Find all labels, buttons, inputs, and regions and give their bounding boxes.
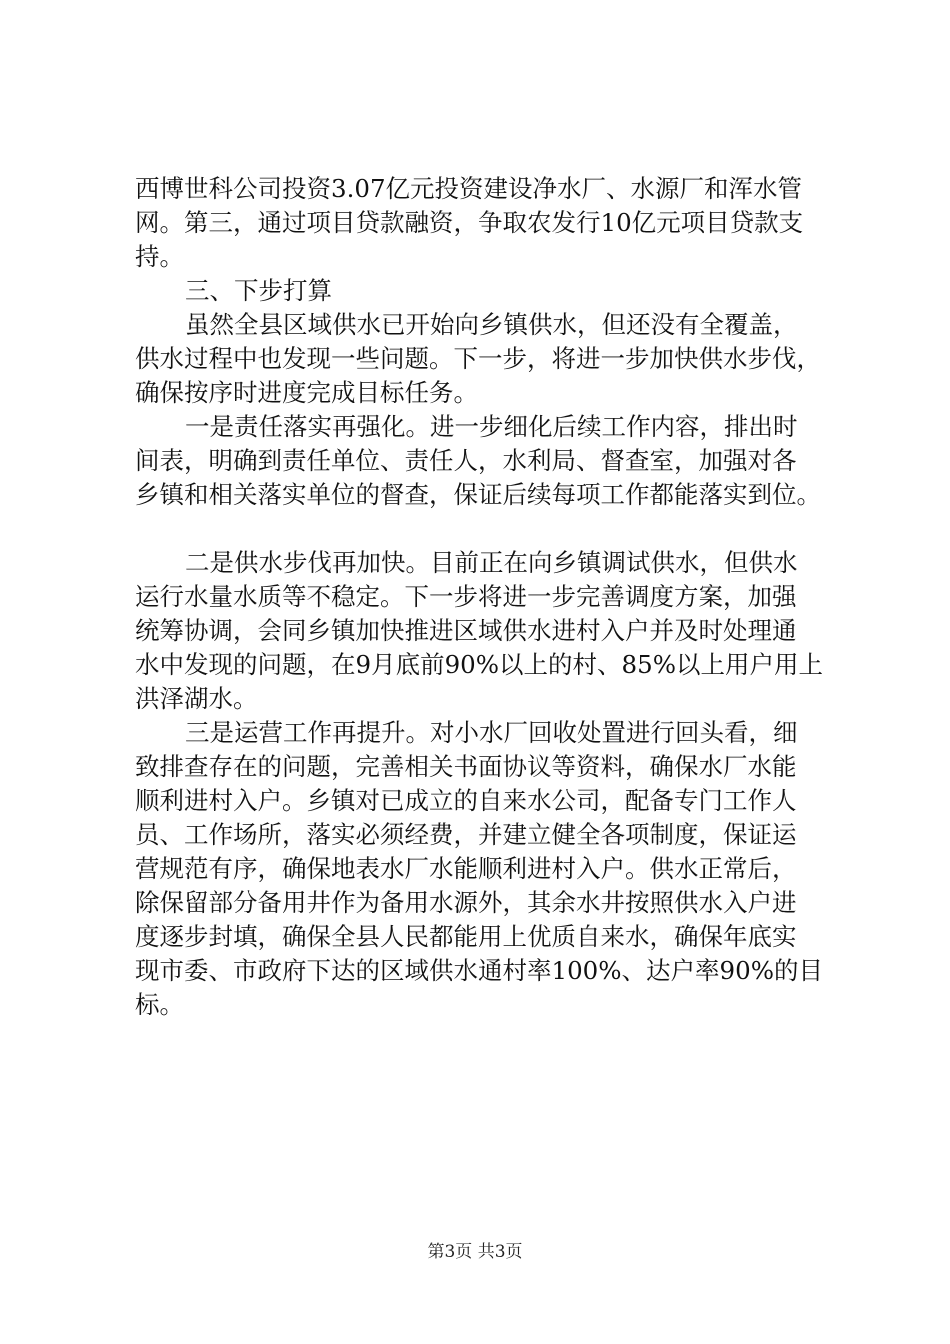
text-line: 运行水量水质等不稳定。下一步将进一步完善调度方案，加强 xyxy=(135,582,797,611)
text-line: 营规范有序，确保地表水厂水能顺利进村入户。供水正常后， xyxy=(135,854,797,883)
text-line: 二是供水步伐再加快。目前正在向乡镇调试供水，但供水 xyxy=(185,548,798,577)
text-line: 三是运营工作再提升。对小水厂回收处置进行回头看，细 xyxy=(185,718,798,747)
text-line: 除保留部分备用井作为备用水源外，其余水井按照供水入户进 xyxy=(135,888,797,917)
text-line: 乡镇和相关落实单位的督查，保证后续每项工作都能落实到位。 xyxy=(135,480,821,509)
text-line: 统筹协调，会同乡镇加快推进区域供水进村入户并及时处理通 xyxy=(135,616,797,645)
paragraph-gap xyxy=(135,512,835,546)
text-line: 西博世科公司投资3.07亿元投资建设净水厂、水源厂和浑水管 xyxy=(135,174,803,203)
section-heading: 三、下步打算 xyxy=(185,276,332,305)
document-body xyxy=(135,172,835,1022)
text-line: 一是责任落实再强化。进一步细化后续工作内容，排出时 xyxy=(185,412,798,441)
page-number-footer: 第3页 共3页 xyxy=(427,1242,523,1262)
text-line: 度逐步封填，确保全县人民都能用上优质自来水，确保年底实 xyxy=(135,922,797,951)
text-line: 顺利进村入户。乡镇对已成立的自来水公司，配备专门工作人 xyxy=(135,786,797,815)
text-line: 网。第三，通过项目贷款融资，争取农发行10亿元项目贷款支 xyxy=(135,208,804,237)
text-line: 现市委、市政府下达的区域供水通村率100%、达户率90%的目 xyxy=(135,956,823,985)
text-line: 间表，明确到责任单位、责任人，水利局、督查室，加强对各 xyxy=(135,446,797,475)
text-line: 确保按序时进度完成目标任务。 xyxy=(135,378,478,407)
text-line: 标。 xyxy=(135,990,184,1019)
text-line: 员、工作场所，落实必须经费，并建立健全各项制度，保证运 xyxy=(135,820,797,849)
text-line: 水中发现的问题，在9月底前90%以上的村、85%以上用户用上 xyxy=(135,650,823,679)
text-line: 洪泽湖水。 xyxy=(135,684,258,713)
text-line: 虽然全县区域供水已开始向乡镇供水，但还没有全覆盖， xyxy=(185,310,798,339)
text-line: 持。 xyxy=(135,242,184,271)
text-line: 供水过程中也发现一些问题。下一步，将进一步加快供水步伐， xyxy=(135,344,821,373)
text-line: 致排查存在的问题，完善相关书面协议等资料，确保水厂水能 xyxy=(135,752,797,781)
